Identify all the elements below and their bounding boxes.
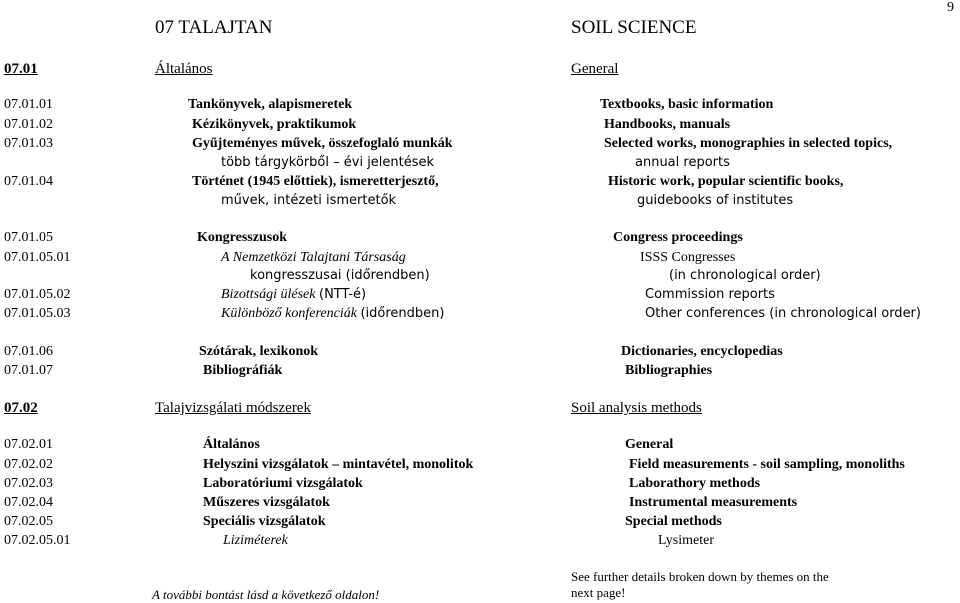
code-07010502: 07.01.05.02	[4, 287, 71, 302]
code-07010503: 07.01.05.03	[4, 306, 71, 321]
label-en-070105: Congress proceedings	[613, 230, 743, 245]
label-hu-070103: Gyűjteményes művek, összefoglaló munkák	[192, 136, 453, 151]
code-070102: 07.01.02	[4, 117, 53, 132]
label-hu-070201: Általános	[203, 437, 260, 452]
label-hu-07010502-italic: Bizottsági ülések	[221, 287, 316, 302]
section-title-en-0702: Soil analysis methods	[571, 400, 702, 416]
label-en-07010503: Other conferences (in chronological order)	[645, 306, 921, 321]
label-hu-07010503-plain: (időrendben)	[360, 306, 445, 321]
chapter-title-hu: 07 TALAJTAN	[155, 17, 273, 38]
code-070201: 07.02.01	[4, 437, 53, 452]
section-code-0702: 07.02	[4, 400, 38, 416]
code-07020501: 07.02.05.01	[4, 533, 71, 548]
section-code-0701: 07.01	[4, 61, 38, 77]
footer-note-en-line1: See further details broken down by themes on the	[571, 569, 829, 584]
label-hu-070106: Szótárak, lexikonok	[199, 344, 319, 359]
label-hu2-07010501: kongresszusai (időrendben)	[250, 268, 430, 283]
label-en-070102: Handbooks, manuals	[604, 117, 731, 132]
label-hu-07020501: Liziméterek	[223, 533, 288, 548]
label-hu-070107: Bibliográfiák	[203, 363, 283, 378]
label-en-07020501: Lysimeter	[658, 533, 714, 548]
label-en-070204: Instrumental measurements	[629, 495, 798, 510]
code-07010501: 07.01.05.01	[4, 250, 71, 265]
label-en2-07010501: (in chronological order)	[669, 268, 821, 283]
label-en-070205: Special methods	[625, 514, 722, 529]
label-hu2-070104: művek, intézeti ismertetők	[221, 193, 397, 208]
code-070203: 07.02.03	[4, 476, 53, 491]
label-hu-07010503	[221, 306, 444, 322]
code-070105: 07.01.05	[4, 230, 53, 245]
code-070104: 07.01.04	[4, 174, 53, 189]
label-en-070203: Laborathory methods	[629, 476, 761, 491]
label-en2-070104: guidebooks of institutes	[637, 193, 794, 208]
label-hu-070204: Műszeres vizsgálatok	[203, 495, 330, 510]
label-en-070107: Bibliographies	[625, 363, 713, 378]
code-070204: 07.02.04	[4, 495, 53, 510]
footer-note-en-line2: next page!	[571, 585, 626, 600]
section-title-hu-0701: Általános	[155, 61, 213, 77]
label-en-070202: Field measurements - soil sampling, monoliths	[629, 457, 905, 472]
footer-note-hu: A további bontást lásd a következő oldalon!	[152, 587, 380, 602]
code-070101: 07.01.01	[4, 97, 53, 112]
label-hu2-070103: több tárgykörből – évi jelentések	[221, 155, 435, 170]
label-hu-070102: Kézikönyvek, praktikumok	[192, 117, 357, 132]
label-en-070106: Dictionaries, encyclopedias	[621, 344, 783, 359]
label-hu-07010502-plain: (NTT-é)	[319, 287, 367, 302]
label-en-07010502: Commission reports	[645, 287, 775, 302]
label-hu-07010503-italic: Különböző konferenciák	[221, 306, 357, 321]
label-hu-07010502	[221, 287, 366, 303]
label-en-070201: General	[625, 437, 674, 452]
label-hu-070104: Történet (1945 előttiek), ismeretterjesztő,	[192, 174, 439, 189]
chapter-title-en: SOIL SCIENCE	[571, 17, 697, 38]
section-title-en-0701: General	[571, 61, 619, 77]
code-070205: 07.02.05	[4, 514, 53, 529]
label-en-070104: Historic work, popular scientific books,	[608, 174, 844, 189]
code-070106: 07.01.06	[4, 344, 53, 359]
label-en-070101: Textbooks, basic information	[600, 97, 774, 112]
section-title-hu-0702: Talajvizsgálati módszerek	[155, 400, 311, 416]
label-hu-070202: Helyszini vizsgálatok – mintavétel, monolitok	[203, 457, 474, 472]
label-hu-070203: Laboratóriumi vizsgálatok	[203, 476, 363, 491]
code-070103: 07.01.03	[4, 136, 53, 151]
label-hu-070101: Tankönyvek, alapismeretek	[188, 97, 353, 112]
label-hu-070205: Speciális vizsgálatok	[203, 514, 326, 529]
code-070107: 07.01.07	[4, 363, 53, 378]
label-en2-070103: annual reports	[635, 155, 730, 170]
page-number: 9	[947, 0, 954, 15]
label-en-070103: Selected works, monographies in selected topics,	[604, 136, 893, 151]
label-hu-07010501: A Nemzetközi Talajtani Társaság	[221, 250, 406, 265]
label-hu-070105: Kongresszusok	[197, 230, 287, 245]
code-070202: 07.02.02	[4, 457, 53, 472]
label-en-07010501: ISSS Congresses	[640, 250, 736, 265]
